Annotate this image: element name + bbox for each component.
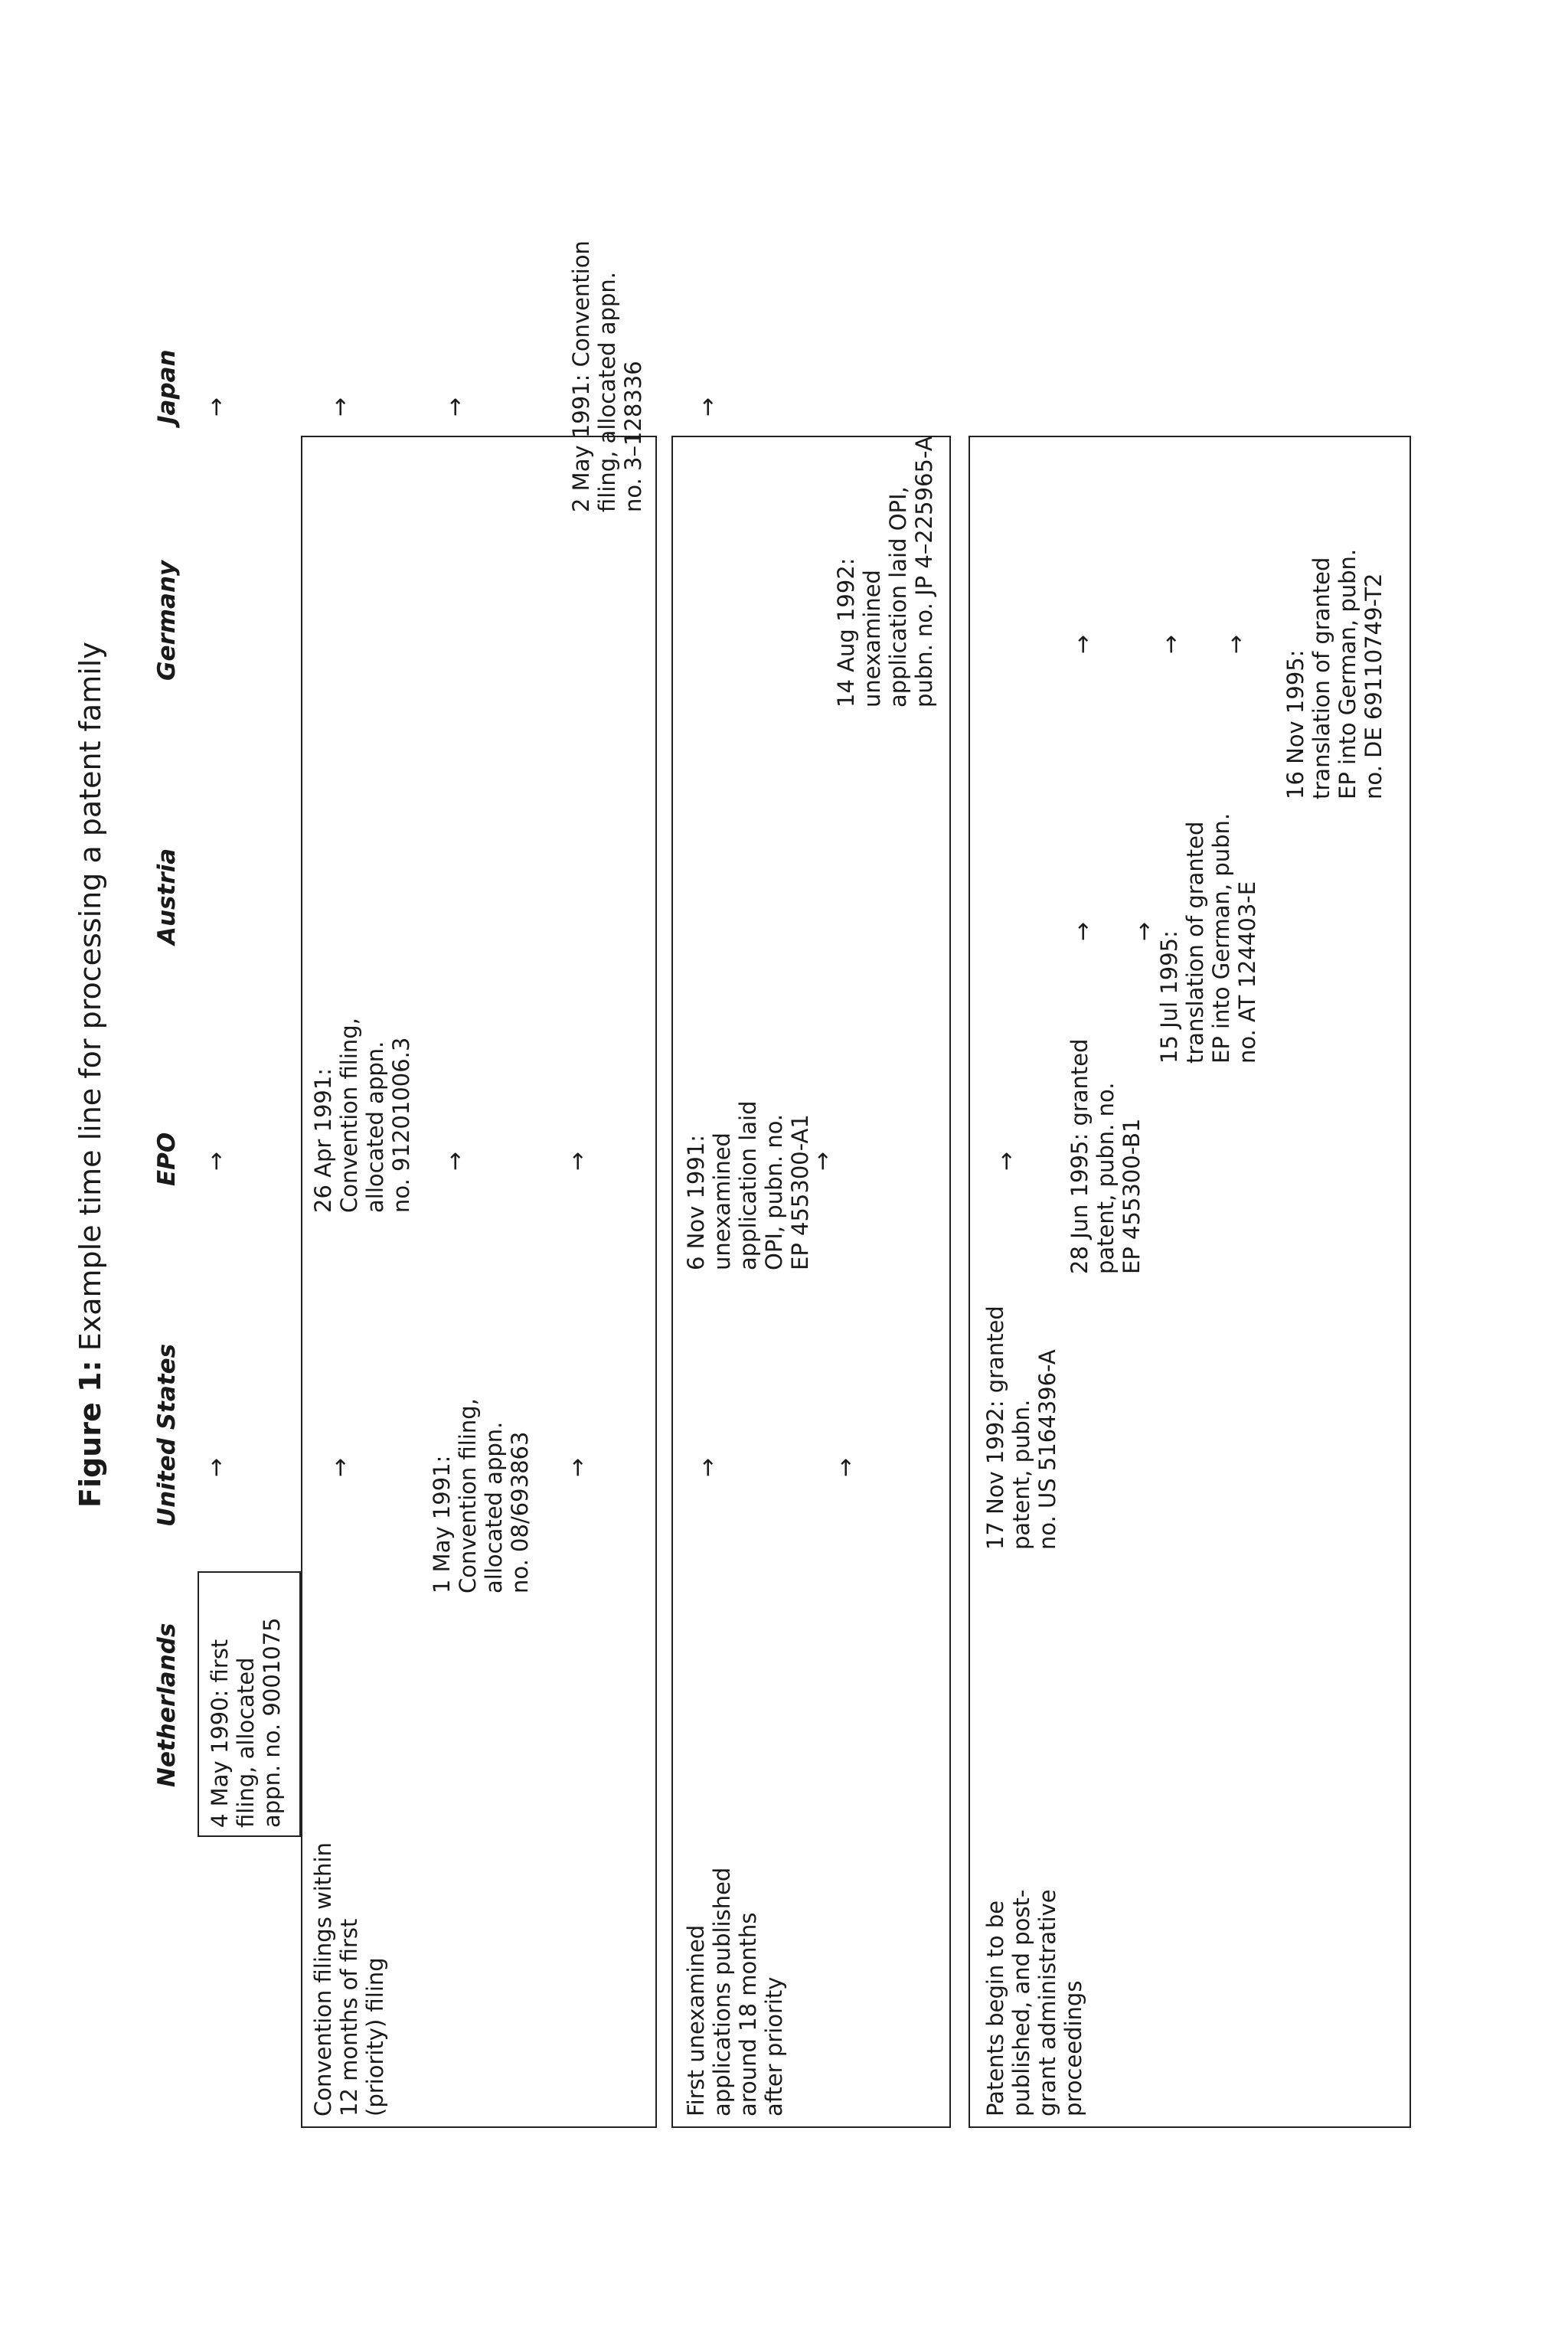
- arrow-icon: →: [327, 1457, 354, 1477]
- row2-japan-line-3: application laid OPI,: [885, 486, 911, 708]
- row1-epo-line-3: allocated appn.: [362, 1041, 388, 1213]
- first-filing-box: [198, 1571, 301, 1837]
- arrow-icon: →: [694, 1457, 721, 1477]
- row3-label-line-2: published, and post-: [1008, 1889, 1034, 2116]
- row3-epo-line-3: EP 455300-B1: [1119, 1118, 1145, 1274]
- row1-epo-line-1: 26 Apr 1991:: [310, 1067, 336, 1213]
- row2-epo-line-1: 6 Nov 1991:: [683, 1134, 709, 1270]
- row2-label-line-2: applications published: [709, 1867, 735, 2116]
- row2-epo-line-5: EP 455300-A1: [787, 1114, 813, 1270]
- row1-us-line-3: allocated appn.: [481, 1421, 507, 1593]
- column-header-united-states: United States: [153, 1343, 181, 1527]
- arrow-icon: →: [442, 1151, 469, 1171]
- row1-label-line-1: Convention filings within: [310, 1842, 336, 2116]
- figure-label: Figure 1:: [74, 1360, 107, 1508]
- arrow-icon: →: [832, 1457, 859, 1477]
- arrow-icon: →: [203, 1457, 230, 1477]
- arrow-icon: →: [1131, 921, 1158, 941]
- row3-germany-line-4: no. DE 69110749-T2: [1361, 573, 1387, 799]
- row1-japan-line-3: no. 3–128336: [620, 361, 646, 512]
- row3-us-line-1: 17 Nov 1992: granted: [982, 1306, 1008, 1550]
- arrow-icon: →: [203, 397, 230, 417]
- arrow-icon: →: [327, 397, 354, 417]
- row3-austria-line-4: no. AT 124403-E: [1234, 881, 1260, 1064]
- column-header-germany: Germany: [153, 560, 181, 681]
- first-filing-line-1: 4 May 1990: first: [207, 1639, 233, 1828]
- arrow-icon: →: [1158, 634, 1184, 654]
- arrow-icon: →: [694, 397, 721, 417]
- row3-us-line-2: patent, pubn.: [1008, 1399, 1034, 1550]
- arrow-icon: →: [1070, 921, 1096, 941]
- row2-epo-line-3: application laid: [735, 1100, 761, 1270]
- row3-label-line-3: grant administrative: [1034, 1889, 1060, 2116]
- row3-austria-line-1: 15 Jul 1995:: [1156, 930, 1182, 1064]
- row1-us-line-1: 1 May 1991:: [429, 1455, 455, 1593]
- row1-japan-line-1: 2 May 1991: Convention: [568, 240, 594, 512]
- column-header-austria: Austria: [153, 848, 181, 945]
- row3-epo-line-1: 28 Jun 1995: granted: [1067, 1038, 1093, 1274]
- arrow-icon: →: [564, 1457, 591, 1477]
- row3-germany-line-3: EP into German, pubn.: [1334, 548, 1361, 799]
- row3-label-line-1: Patents begin to be: [982, 1900, 1008, 2116]
- row3-austria-line-3: EP into German, pubn.: [1208, 812, 1234, 1064]
- row1-label-line-2: 12 months of first: [336, 1918, 362, 2116]
- arrow-icon: →: [809, 1151, 836, 1171]
- row-convention-filings: [301, 436, 657, 2128]
- arrow-icon: →: [1223, 634, 1250, 654]
- row1-epo-line-4: no. 91201006.3: [388, 1037, 414, 1213]
- arrow-icon: →: [1070, 634, 1096, 654]
- figure-title: [74, 642, 107, 1508]
- row2-epo-line-4: OPI, pubn. no.: [761, 1113, 787, 1270]
- row2-japan-line-1: 14 Aug 1992:: [833, 557, 859, 708]
- row3-epo-line-2: patent, pubn. no.: [1093, 1082, 1119, 1274]
- arrow-icon: →: [442, 397, 469, 417]
- figure-caption: Example time line for processing a patent family: [74, 642, 107, 1351]
- first-filing-line-2: filing, allocated: [233, 1657, 259, 1828]
- row3-germany-line-2: translation of granted: [1308, 557, 1334, 799]
- column-header-japan: Japan: [153, 349, 181, 424]
- row1-epo-line-2: Convention filing,: [336, 1018, 362, 1213]
- first-filing-line-3: appn. no. 9001075: [259, 1617, 285, 1828]
- row1-us-line-4: no. 08/693863: [507, 1431, 533, 1593]
- row1-us-line-2: Convention filing,: [455, 1398, 481, 1593]
- row2-label-line-4: after priority: [761, 1976, 787, 2116]
- row2-label-line-3: around 18 months: [735, 1912, 761, 2116]
- row3-label-line-4: proceedings: [1060, 1980, 1086, 2116]
- row2-japan-line-2: unexamined: [859, 570, 885, 708]
- arrow-icon: →: [203, 1151, 230, 1171]
- column-header-epo: EPO: [153, 1132, 181, 1186]
- row3-us-line-3: no. US 5164396-A: [1034, 1349, 1060, 1550]
- row2-japan-line-4: pubn. no. JP 4–225965-A: [911, 436, 937, 708]
- arrow-icon: →: [993, 1151, 1020, 1171]
- row3-austria-line-2: translation of granted: [1182, 821, 1208, 1064]
- row2-epo-line-2: unexamined: [709, 1133, 735, 1270]
- row2-label-line-1: First unexamined: [683, 1924, 709, 2116]
- row3-germany-line-1: 16 Nov 1995:: [1282, 649, 1308, 799]
- row1-label-line-3: (priority) filing: [362, 1957, 388, 2116]
- column-header-netherlands: Netherlands: [153, 1623, 181, 1787]
- arrow-icon: →: [564, 1151, 591, 1171]
- row1-japan-line-2: filing, allocated appn.: [594, 272, 620, 512]
